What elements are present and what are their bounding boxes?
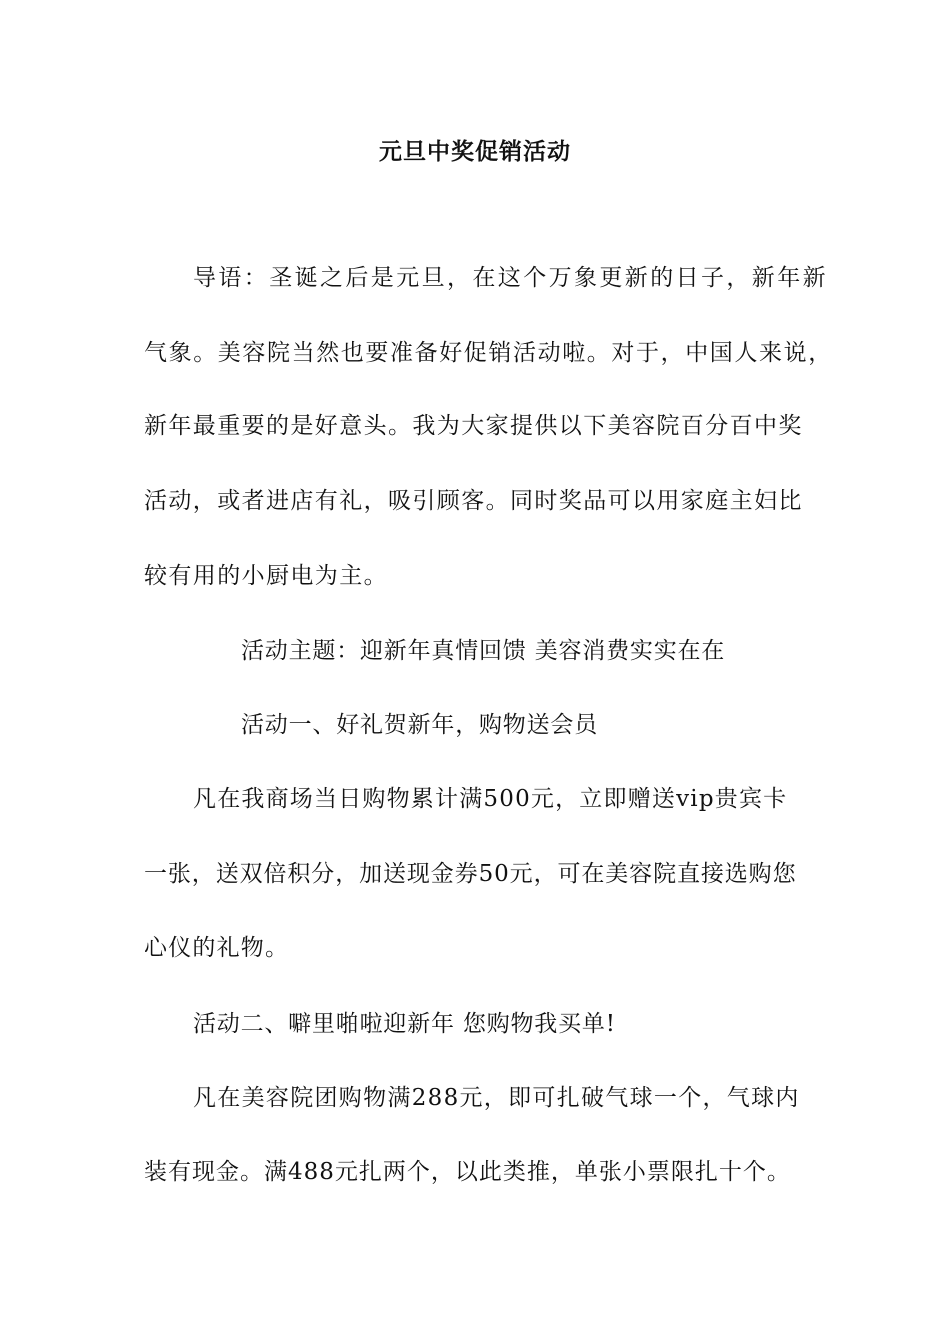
paragraph-line: 导语：圣诞之后是元旦，在这个万象更新的日子，新年新 [193,265,828,291]
paragraph-line: 较有用的小厨电为主。 [144,563,388,589]
paragraph-line: 心仪的礼物。 [144,935,290,961]
paragraph-line: 活动主题：迎新年真情回馈 美容消费实实在在 [241,638,726,664]
document-title: 元旦中奖促销活动 [379,139,571,165]
paragraph-line: 凡在我商场当日购物累计满500元，立即赠送vip贵宾卡 [193,786,788,812]
paragraph-line: 活动二、噼里啪啦迎新年 您购物我买单! [193,1011,616,1037]
paragraph-line: 活动一、好礼贺新年，购物送会员 [241,712,598,738]
paragraph-line: 活动，或者进店有礼，吸引顾客。同时奖品可以用家庭主妇比 [144,488,803,514]
paragraph-line: 新年最重要的是好意头。我为大家提供以下美容院百分百中奖 [144,413,803,439]
paragraph-line: 一张，送双倍积分，加送现金券50元，可在美容院直接选购您 [144,861,797,887]
paragraph-line: 气象。美容院当然也要准备好促销活动啦。对于，中国人来说， [144,340,833,366]
paragraph-line: 装有现金。满488元扎两个，以此类推，单张小票限扎十个。 [144,1159,791,1185]
paragraph-line: 凡在美容院团购物满288元，即可扎破气球一个，气球内 [193,1085,800,1111]
